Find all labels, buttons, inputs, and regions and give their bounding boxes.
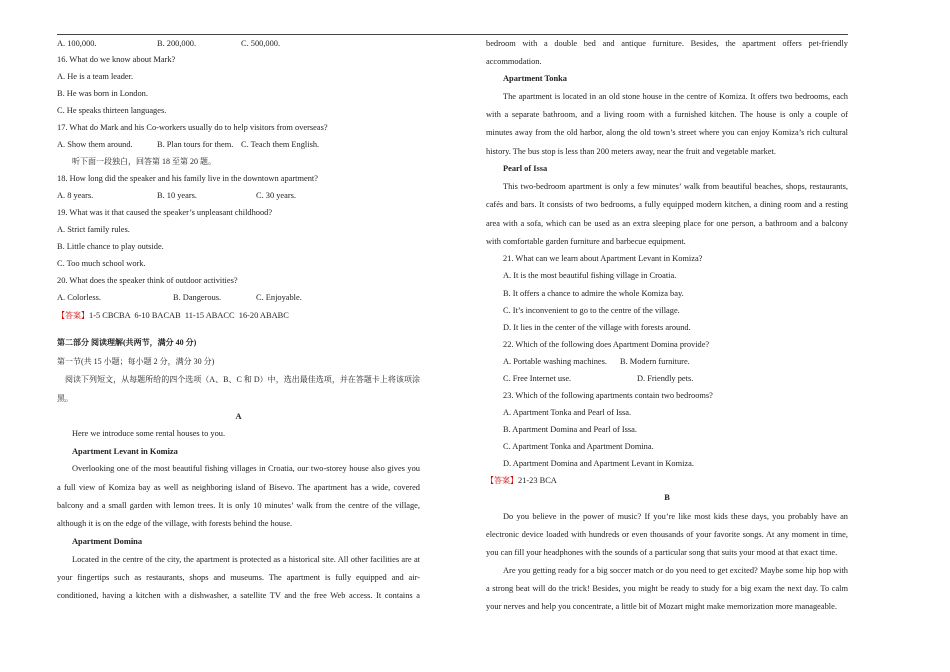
issa-title: Pearl of Issa [503,164,548,173]
answer-line-reading-a [486,476,557,486]
issa-line-1: This two-bedroom apartment is only a few minutes’ walk from beautiful beaches, shops, restaurants, [503,182,848,191]
passage-b-label: B [664,493,670,502]
q18-option-a: A. 8 years. [57,191,94,200]
q19-option-c: C. Too much school work. [57,259,146,268]
domina-line-1: Located in the centre of the city, the apartment is protected as a historical site. All other facilities are at [72,555,420,564]
monologue-instruction: 听下面一段独白，回答第 18 至第 20 题。 [72,157,216,166]
issa-line-4: with comfortable garden furniture and barbecue equipment. [486,237,686,246]
q21-stem: 21. What can we learn about Apartment Levant in Komiza? [503,254,703,263]
instruction-line-2: 黑。 [57,394,73,403]
q16-option-c: C. He speaks thirteen languages. [57,106,167,115]
domina-line-3: conditioned, having a kitchen with a dishwasher, a satellite TV and the free Web access. It contains a [57,591,420,600]
passage-b-p1-line-3: you can fill your headphones with the sounds of a particular song that suits your mood at that exact time. [486,548,838,557]
q20-option-b: B. Dangerous. [173,293,222,302]
q21-option-d: D. It lies in the center of the village with forests around. [503,323,691,332]
domina-line-2: your fingertips such as restaurants, shops and museums. The apartment is fully equipped and air- [57,573,420,582]
q18-option-c: C. 30 years. [256,191,297,200]
q23-option-a: A. Apartment Tonka and Pearl of Issa. [503,408,632,417]
levant-line-1: Overlooking one of the most beautiful fishing villages in Croatia, our two-storey house also gives you [72,464,420,473]
q16-option-b: B. He was born in London. [57,89,148,98]
passage-b-p2-line-3: your nerves and help you concentrate, a little bit of Mozart might make memorization more manageable. [486,602,837,611]
issa-line-2: cafés and bars. It consists of two bedrooms, a fully equipped modern kitchen, a dining room and a resting [486,200,848,209]
tonka-line-3: minutes away from the old harbor, along the old town’s street where you can enjoy Komiza’s rich cultural [486,128,848,137]
levant-line-2: a full view of Komiza bay as well as neighboring island of Bisevo. The apartment has a wide, covered [57,483,420,492]
levant-line-3: balcony and a small garden with lemon trees. It is only 10 minutes’ walk from the centre of the village, [57,501,420,510]
q17-option-a: A. Show them around. [57,140,133,149]
q19-option-b: B. Little chance to play outside. [57,242,164,251]
answer-label: 【答案】 [57,311,89,320]
q20-option-c: C. Enjoyable. [256,293,302,302]
passage-a-label: A [235,412,242,421]
instruction-line-1: 阅读下列短文，从每题所给的四个选项（A、B、C 和 D）中，选出最佳选项，并在答题卡上将该项涂 [65,375,420,384]
passage-b-p2-line-2: a strong beat will do the trick! Besides, you might be ready to study for a big exam the next day. To calm [486,584,848,593]
q22-stem: 22. Which of the following does Apartment Domina provide? [503,340,710,349]
q21-option-b: B. It offers a chance to admire the whole Komiza bay. [503,289,684,298]
q15-option-a: A. 100,000. [57,39,97,48]
q21-option-a: A. It is the most beautiful fishing village in Croatia. [503,271,677,280]
q19-option-a: A. Strict family rules. [57,225,130,234]
part-title: 第二部分 阅读理解(共两节，满分 40 分) [57,338,197,347]
q16-stem: 16. What do we know about Mark? [57,55,176,64]
domina-title: Apartment Domina [72,537,143,546]
answer-keys: 1-5 CBCBA 6-10 BACAB 11-15 ABACC 16-20 ABABC [89,311,289,320]
levant-line-4: although it is on the edge of the village, with forests behind the house. [57,519,293,528]
tonka-line-4: history. The bus stop is less than 200 meters away, near the fruit and vegetable market. [486,147,776,156]
q15-option-c: C. 500,000. [241,39,281,48]
domina-line-5: accommodation. [486,57,542,66]
q23-stem: 23. Which of the following apartments contain two bedrooms? [503,391,713,400]
tonka-line-1: The apartment is located in an old stone house in the centre of Komiza. It offers two bedrooms, each [503,92,848,101]
q20-option-a: A. Colorless. [57,293,101,302]
tonka-title: Apartment Tonka [503,74,567,83]
answer-keys: 21-23 BCA [518,476,557,485]
passage-b-p1-line-2: electronic device loaded with hundreds or even thousands of your favorite songs. At any moment in time, [486,530,848,539]
passage-b-p2-line-1: Are you getting ready for a big soccer match or do you need to get excited? Maybe some hip hop with [503,566,848,575]
q18-stem: 18. How long did the speaker and his family live in the downtown apartment? [57,174,318,183]
q22-option-d: D. Friendly pets. [637,374,694,383]
passage-a-intro: Here we introduce some rental houses to you. [72,429,226,438]
answer-line-listening [57,311,289,321]
q17-stem: 17. What do Mark and his Co-workers usually do to help visitors from overseas? [57,123,328,132]
domina-line-4: bedroom with a double bed and antique furniture. Besides, the apartment offers pet-friendly [486,39,848,48]
q20-stem: 20. What does the speaker think of outdoor activities? [57,276,238,285]
q18-option-b: B. 10 years. [157,191,198,200]
passage-b-p1-line-1: Do you believe in the power of music? If you’re like most kids these days, you probably have an [503,512,848,521]
q15-option-b: B. 200,000. [157,39,197,48]
q17-option-c: C. Teach them English. [241,140,320,149]
levant-title: Apartment Levant in Komiza [72,447,178,456]
q16-option-a: A. He is a team leader. [57,72,134,81]
q22-option-c: C. Free Internet use. [503,374,572,383]
tonka-line-2: with a separate bathroom, and a living room with a furnished kitchen. The house is only a couple of [486,110,848,119]
q23-option-d: D. Apartment Domina and Apartment Levant in Komiza. [503,459,694,468]
q23-option-c: C. Apartment Tonka and Apartment Domina. [503,442,654,451]
q22-option-b: B. Modern furniture. [620,357,690,366]
section-title: 第一节(共 15 小题；每小题 2 分，满分 30 分) [57,357,215,366]
q22-option-a: A. Portable washing machines. [503,357,607,366]
answer-label: 【答案】 [486,476,518,485]
header-rule [57,34,848,35]
q19-stem: 19. What was it that caused the speaker’s unpleasant childhood? [57,208,273,217]
q17-option-b: B. Plan tours for them. [157,140,234,149]
issa-line-3: area with a sofa, which can be used as an extra sleeping place for one person, a bathroom and a balcony [486,219,848,228]
q23-option-b: B. Apartment Domina and Pearl of Issa. [503,425,637,434]
q21-option-c: C. It’s inconvenient to go to the centre of the village. [503,306,680,315]
